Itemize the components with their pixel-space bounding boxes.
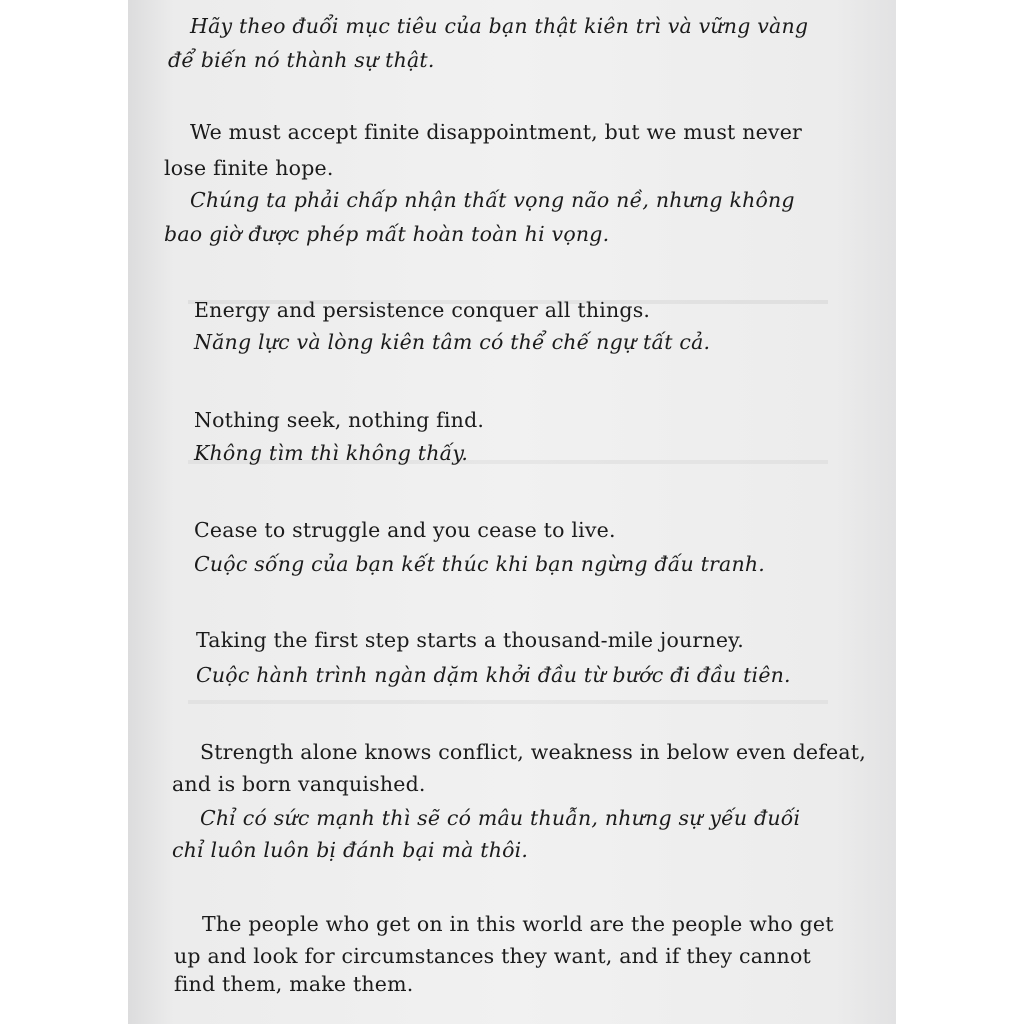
book-page [128, 0, 896, 1024]
quote-vi-line: Hãy theo đuổi mục tiêu của bạn thật kiên trì và vững vàng [190, 14, 809, 38]
quote-vi-line: chỉ luôn luôn bị đánh bại mà thôi. [172, 838, 529, 862]
quote-en-line: We must accept finite disappointment, but we must never [190, 120, 803, 144]
quote-en-line: find them, make them. [174, 972, 414, 996]
quote-en-line: The people who get on in this world are the people who get [202, 912, 834, 936]
left-margin [0, 0, 128, 1024]
quote-vi-line: Cuộc sống của bạn kết thúc khi bạn ngừng đấu tranh. [194, 552, 765, 576]
quote-en-line: Cease to struggle and you cease to live. [194, 518, 616, 542]
quote-en-line: Strength alone knows conflict, weakness in below even defeat, [200, 740, 866, 764]
quote-en-line: Nothing seek, nothing find. [194, 408, 485, 432]
quote-vi-line: Năng lực và lòng kiên tâm có thể chế ngự tất cả. [194, 330, 711, 354]
quote-vi-line: để biến nó thành sự thật. [168, 48, 435, 72]
quote-en-line: Energy and persistence conquer all things. [194, 298, 651, 322]
quote-en-line: lose finite hope. [164, 156, 334, 180]
right-margin [896, 0, 1024, 1024]
quote-vi-line: bao giờ được phép mất hoàn toàn hi vọng. [164, 222, 610, 246]
quote-vi-line: Không tìm thì không thấy. [194, 441, 469, 465]
bleed-through-texture [188, 700, 828, 704]
quote-en-line: and is born vanquished. [172, 772, 426, 796]
quote-vi-line: Chúng ta phải chấp nhận thất vọng não nề, nhưng không [190, 188, 795, 212]
quote-en-line: up and look for circumstances they want, and if they cannot [174, 944, 811, 968]
quote-vi-line: Cuộc hành trình ngàn dặm khởi đầu từ bước đi đầu tiên. [196, 663, 791, 687]
quote-vi-line: Chỉ có sức mạnh thì sẽ có mâu thuẫn, nhưng sự yếu đuối [200, 806, 801, 830]
quote-en-line: Taking the first step starts a thousand-mile journey. [196, 628, 744, 652]
